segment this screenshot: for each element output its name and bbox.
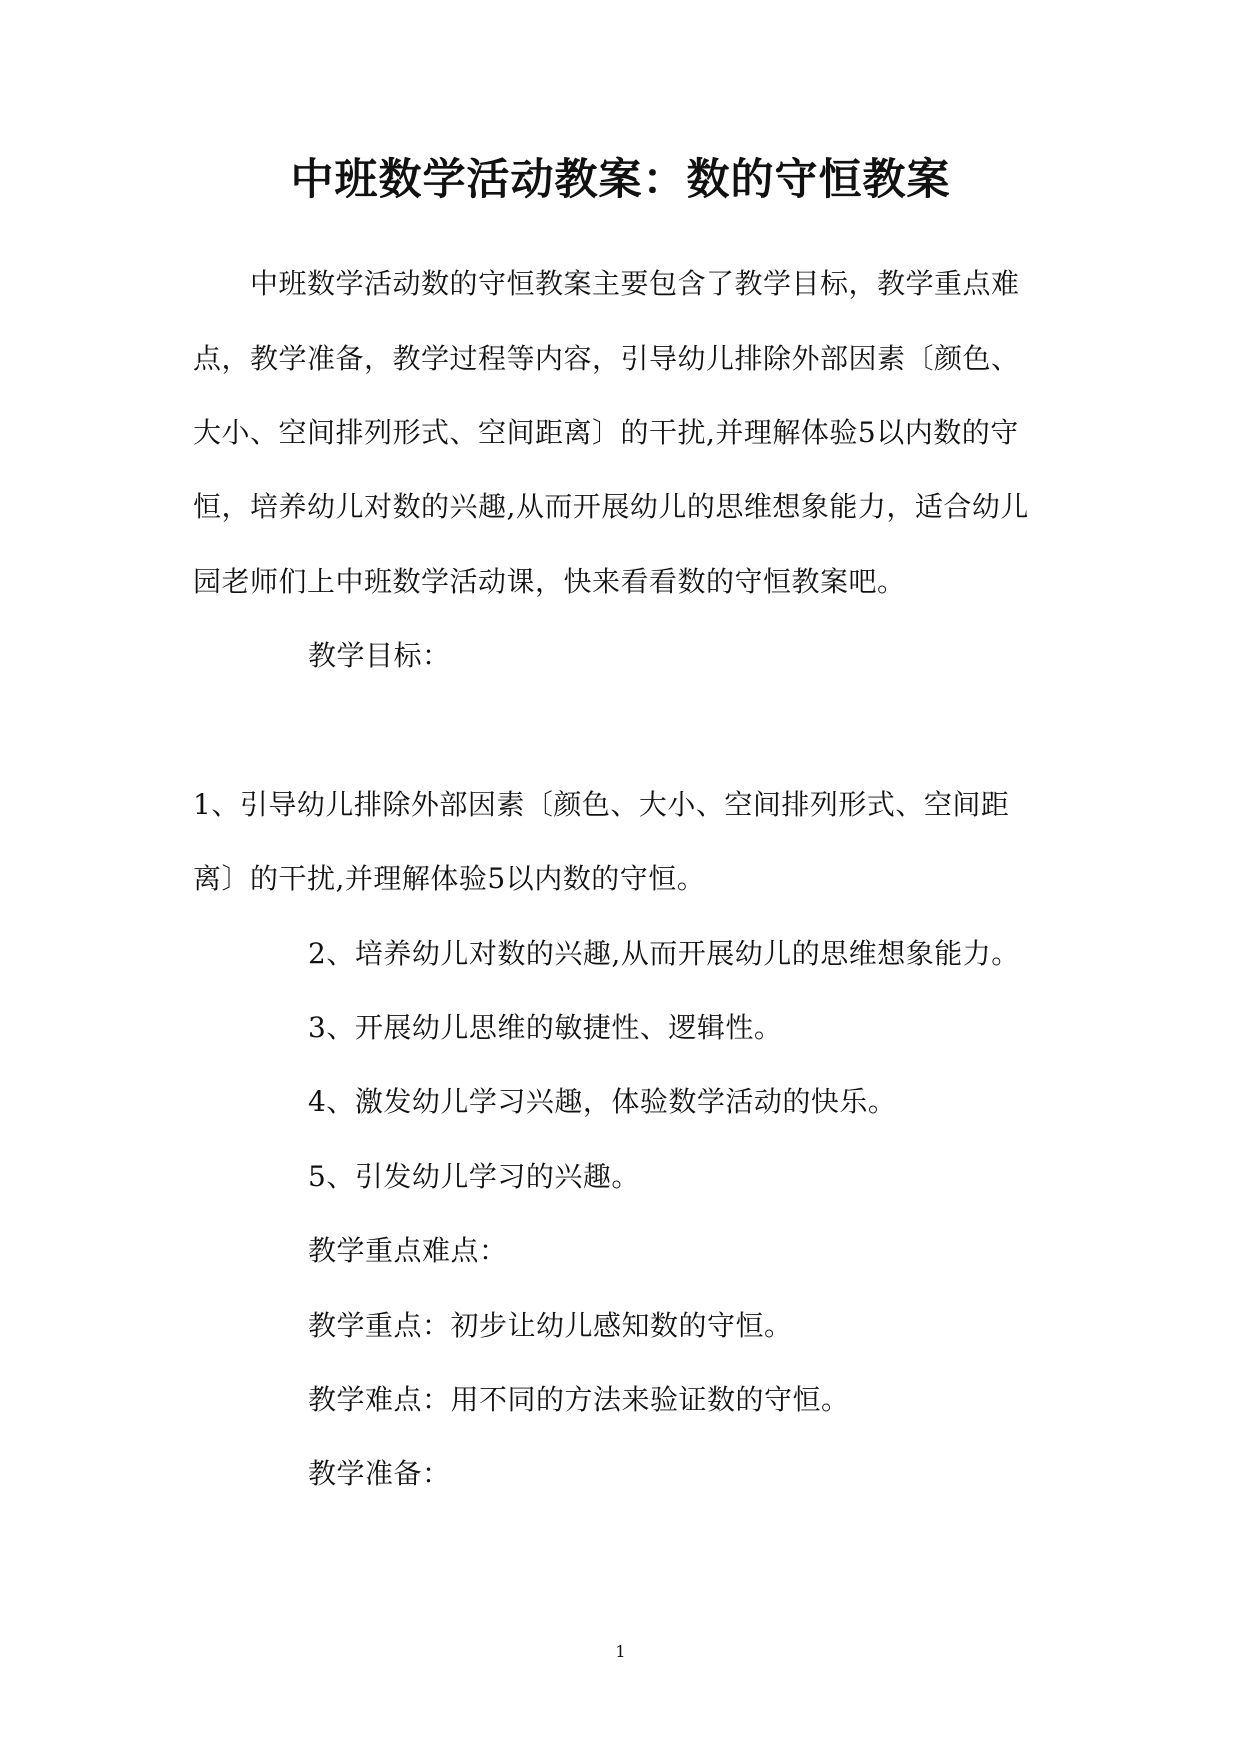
page-number: 1	[615, 1642, 626, 1661]
objective-item: 离〕的干扰,并理解体验5以内数的守恒。	[193, 862, 706, 895]
objective-item: 3、开展幼儿思维的敏捷性、逻辑性。	[308, 1011, 783, 1044]
intro-line: 大小、空间排列形式、空间距离〕的干扰,并理解体验5以内数的守	[193, 416, 1019, 449]
objective-item: 5、引发幼儿学习的兴趣。	[308, 1160, 640, 1193]
key-points-heading: 教学重点难点：	[308, 1234, 508, 1267]
objective-item: 2、培养幼儿对数的兴趣,从而开展幼儿的思维想象能力。	[308, 937, 1020, 970]
objective-item: 1、引导幼儿排除外部因素〔颜色、大小、空间排列形式、空间距	[193, 788, 1010, 821]
intro-line: 中班数学活动数的守恒教案主要包含了教学目标，教学重点难	[250, 267, 1020, 300]
key-point: 教学重点：初步让幼儿感知数的守恒。	[308, 1309, 793, 1342]
intro-line: 恒，培养幼儿对数的兴趣,从而开展幼儿的思维想象能力，适合幼儿	[193, 490, 1029, 523]
document-title: 中班数学活动教案：数的守恒教案	[290, 155, 951, 205]
intro-line: 点，教学准备，教学过程等内容，引导幼儿排除外部因素〔颜色、	[193, 342, 1020, 375]
difficulty-point: 教学难点：用不同的方法来验证数的守恒。	[308, 1383, 850, 1416]
preparation-heading: 教学准备：	[308, 1457, 451, 1490]
intro-line: 园老师们上中班数学活动课，快来看看数的守恒教案吧。	[193, 565, 906, 598]
objectives-heading: 教学目标：	[308, 639, 451, 672]
objective-item: 4、激发幼儿学习兴趣，体验数学活动的快乐。	[308, 1085, 897, 1118]
